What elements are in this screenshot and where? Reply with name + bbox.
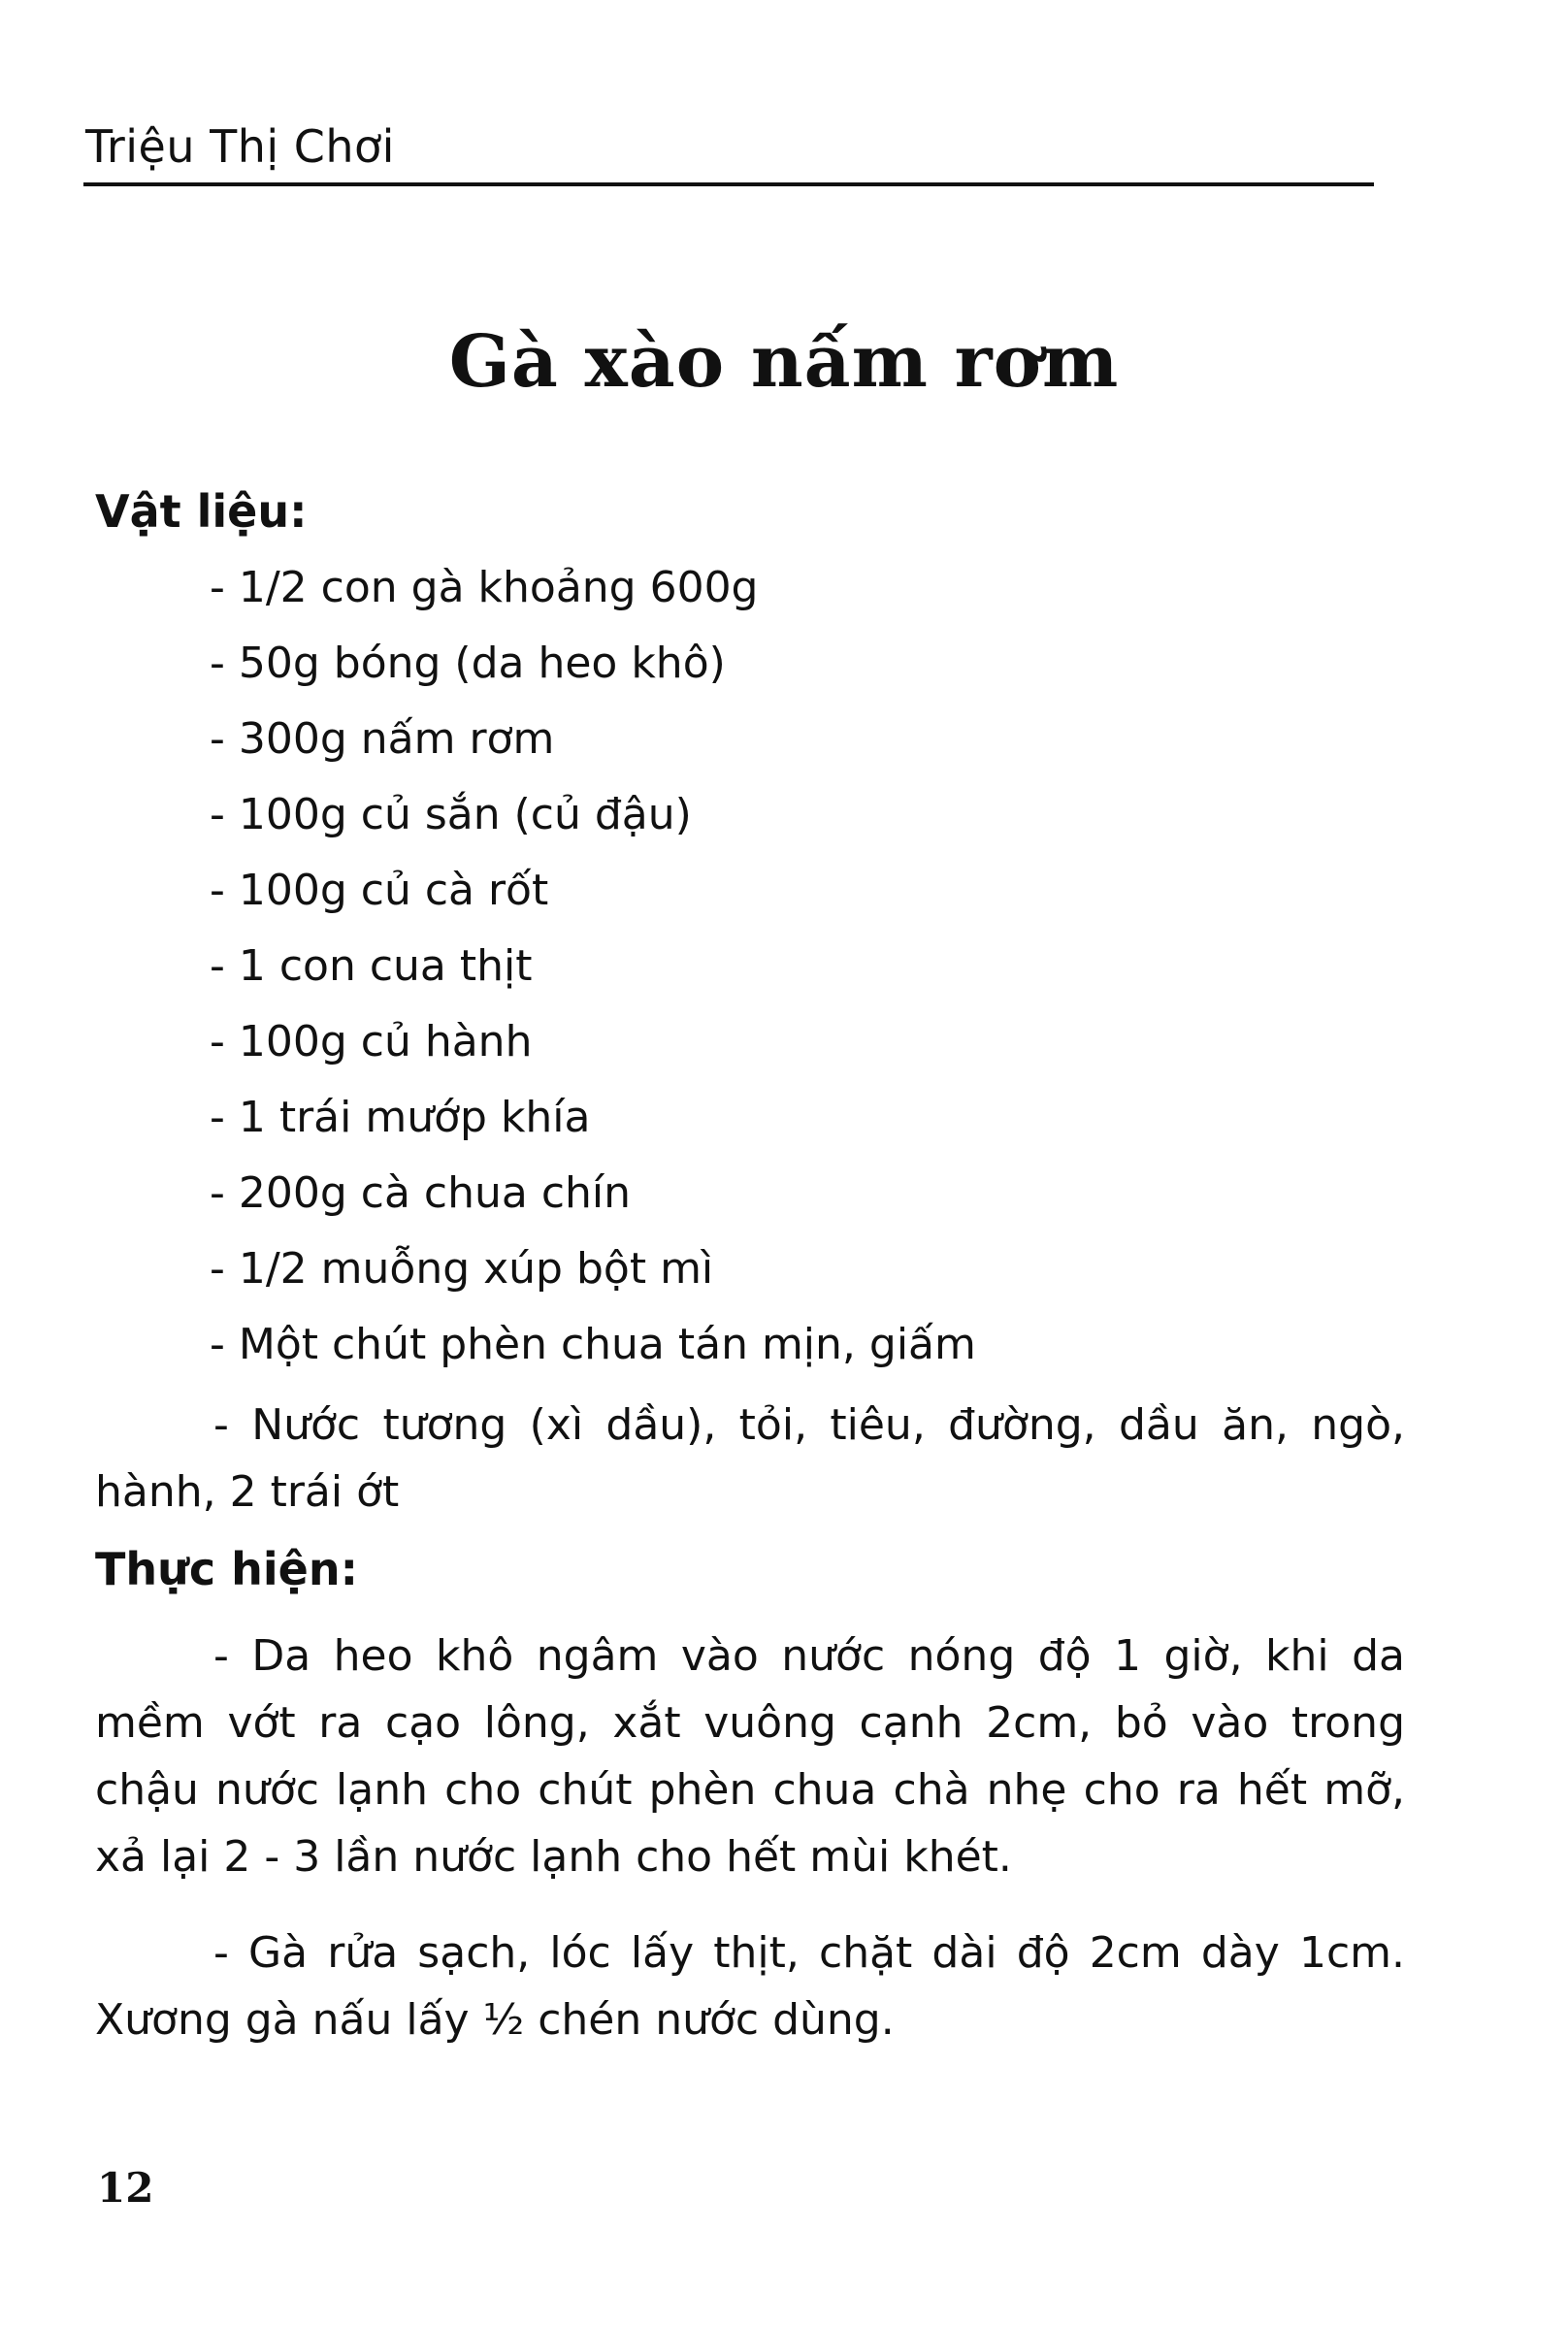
running-header-author: Triệu Thị Chơi [85,120,395,173]
ingredients-list [210,557,976,1390]
ingredient-item: - 300g nấm rơm [210,714,555,764]
ingredient-item-last: - Nước tương (xì dầu), tỏi, tiêu, đường, dầu ăn, ngò, hành, 2 trái ớt [95,1400,1405,1517]
ingredient-item: - 1 trái mướp khía [210,1093,591,1142]
recipe-title: Gà xào nấm rơm [448,320,1120,404]
ingredients-heading: Vật liệu: [95,485,308,538]
page-number: 12 [97,2164,154,2212]
ingredient-item: - 1/2 con gà khoảng 600g [210,563,759,612]
step-paragraph: - Gà rửa sạch, lóc lấy thịt, chặt dài độ 2cm dày 1cm. Xương gà nấu lấy ½ chén nước dùng. [95,1928,1405,2045]
ingredient-item: - 1/2 muỗng xúp bột mì [210,1244,714,1294]
ingredient-item: - 100g củ cà rốt [210,866,549,915]
steps-heading: Thực hiện: [95,1543,359,1595]
ingredient-item: - 100g củ sắn (củ đậu) [210,790,692,839]
ingredient-item: - 50g bóng (da heo khô) [210,639,726,688]
ingredient-item: - 200g cà chua chín [210,1168,632,1218]
ingredient-item: - Một chút phèn chua tán mịn, giấm [210,1320,976,1369]
step-paragraph: - Da heo khô ngâm vào nước nóng độ 1 giờ, khi da mềm vớt ra cạo lông, xắt vuông cạnh 2cm, bỏ vào trong chậu nước lạnh cho chút phèn chua chà nhẹ cho ra hết mỡ, xả lại 2 - 3 lần nước lạnh cho hết mùi khét. [95,1631,1405,1882]
ingredient-item: - 100g củ hành [210,1017,533,1066]
ingredient-item: - 1 con cua thịt [210,941,533,991]
header-divider [83,182,1374,186]
